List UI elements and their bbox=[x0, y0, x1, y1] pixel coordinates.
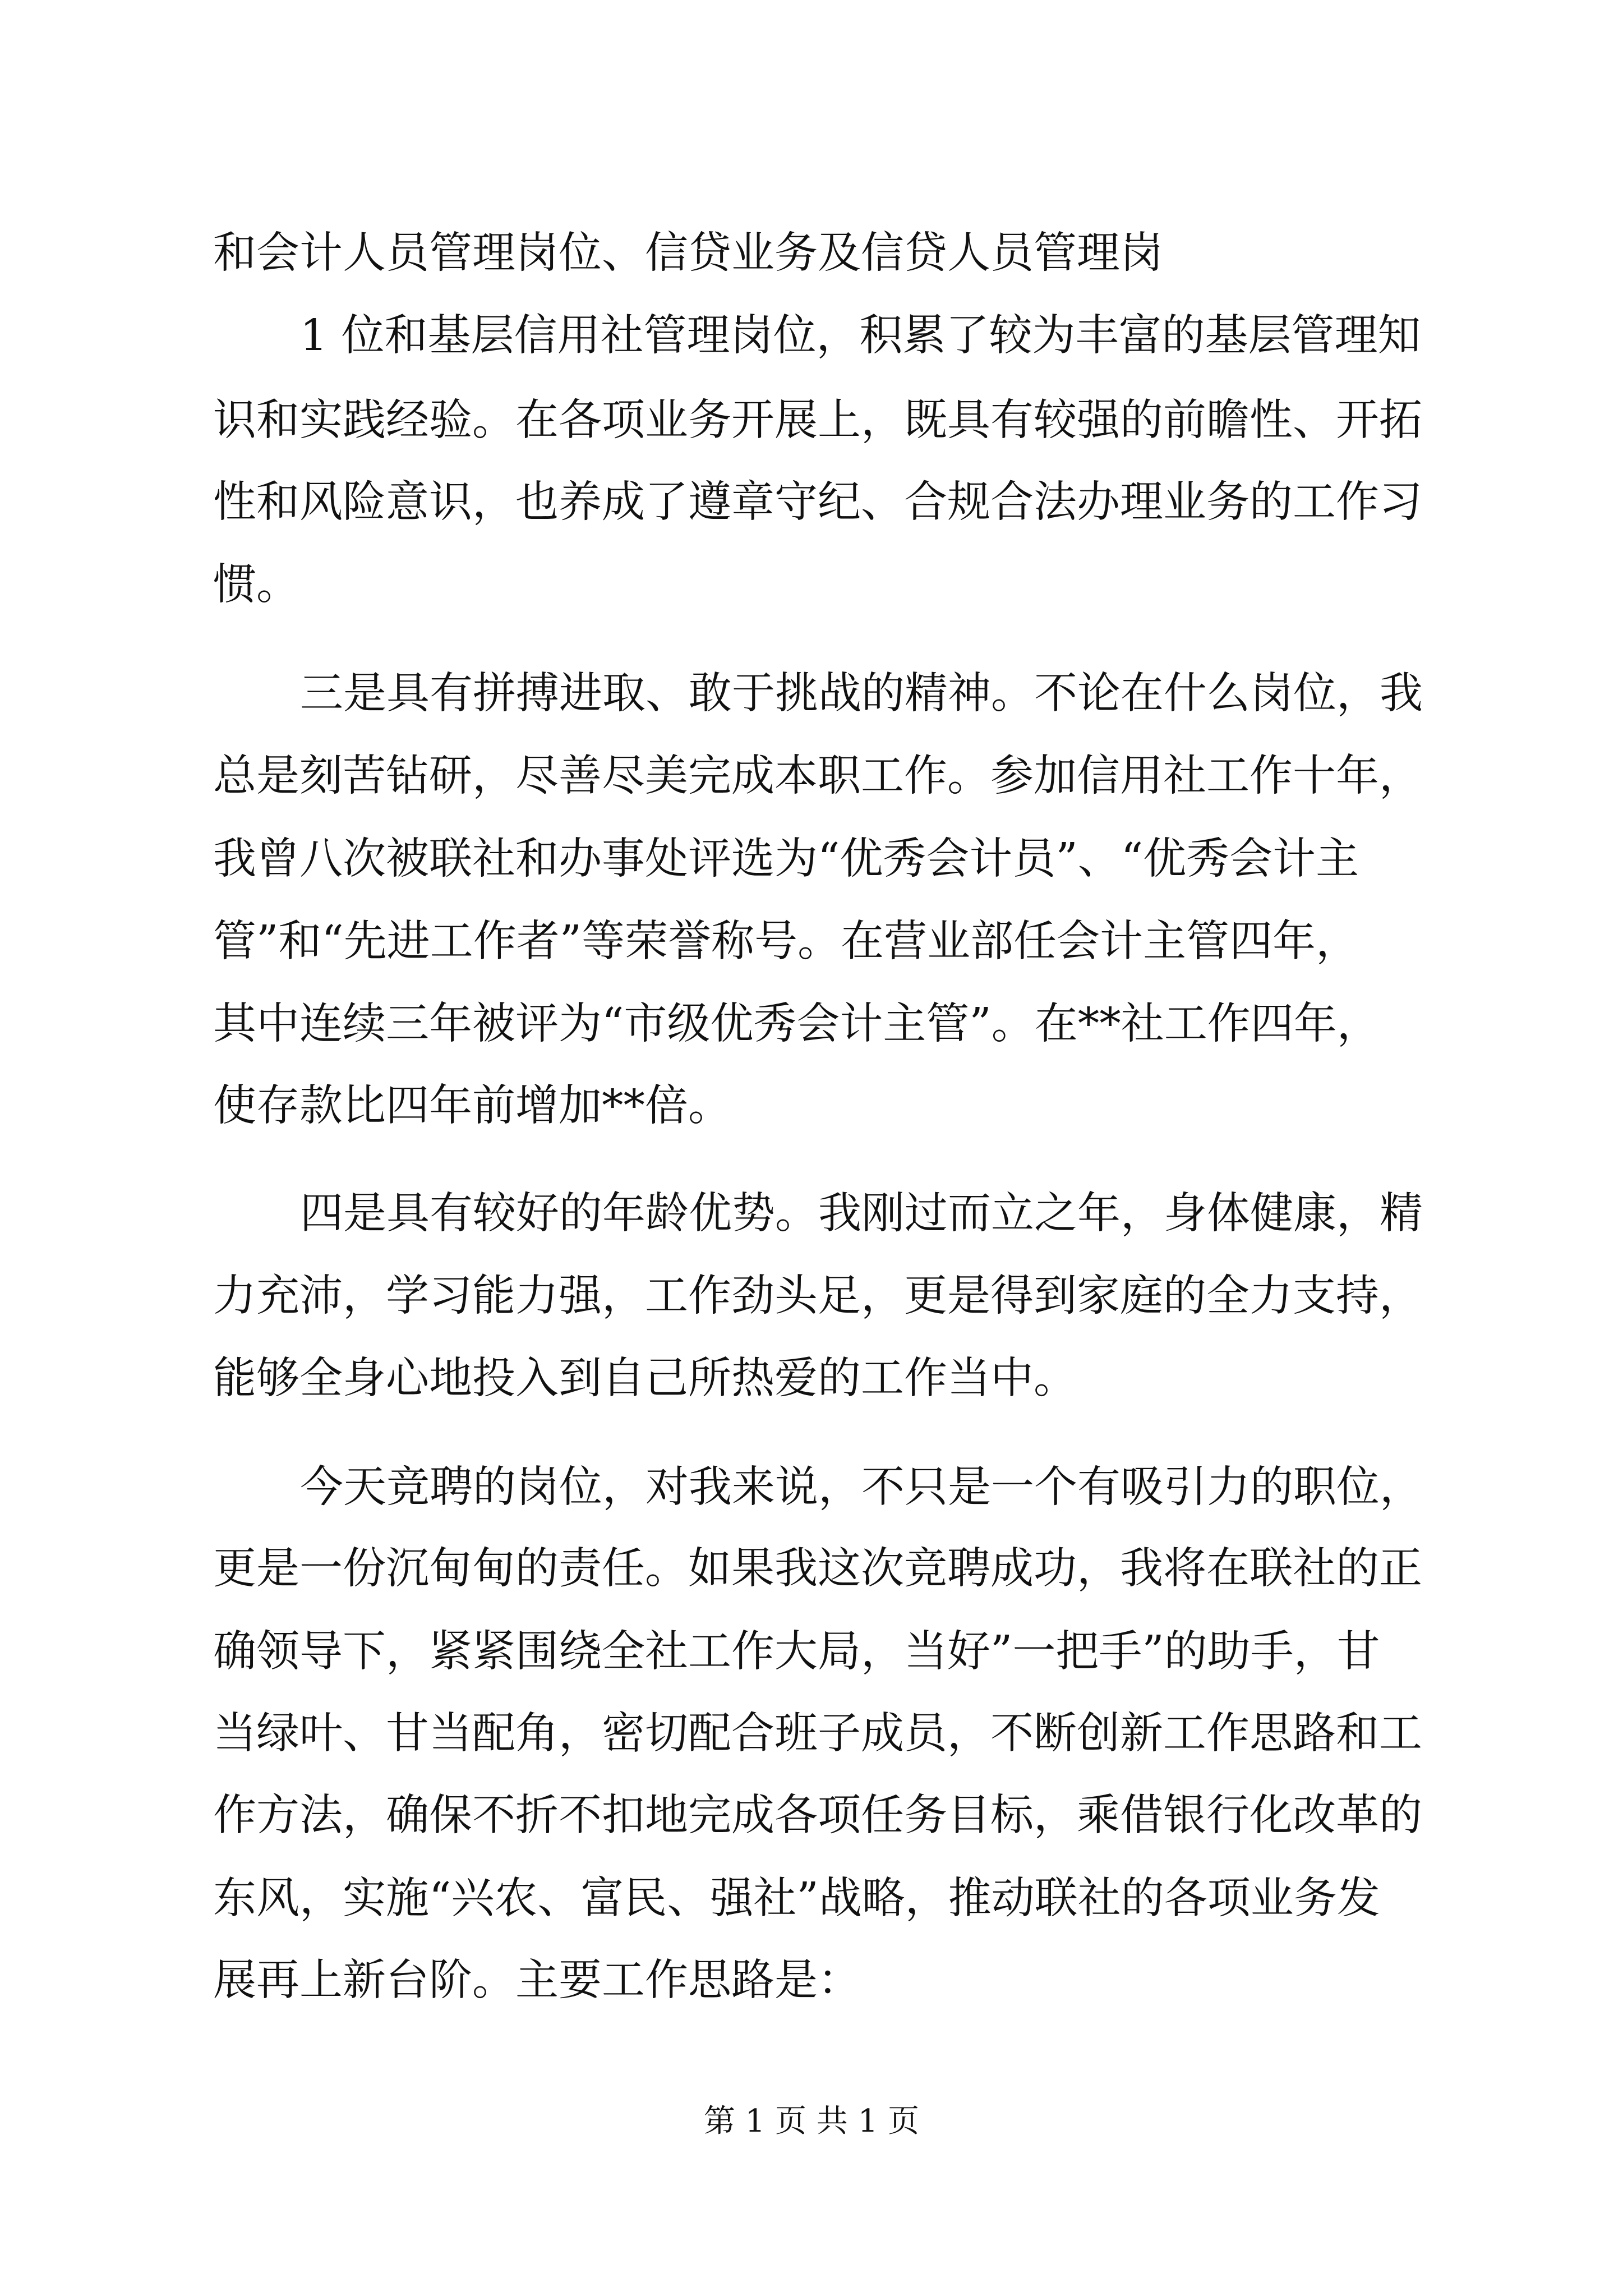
text-line: 展再上新台阶。主要工作思路是： bbox=[213, 1955, 861, 2005]
text-line: 总是刻苦钻研，尽善尽美完成本职工作。参加信用社工作十年， bbox=[213, 751, 1422, 801]
text-line: 确领导下，紧紧围绕全社工作大局，当好”一把手”的助手，甘 bbox=[213, 1627, 1380, 1677]
text-line: 力充沛，学习能力强，工作劲头足，更是得到家庭的全力支持， bbox=[213, 1271, 1422, 1321]
text-line: 作方法，确保不折不扣地完成各项任务目标，乘借银行化改革的 bbox=[213, 1791, 1422, 1841]
text-line: 我曾八次被联社和办事处评选为“优秀会计员”、“优秀会计主 bbox=[213, 834, 1359, 884]
text-line: 能够全身心地投入到自己所热爱的工作当中。 bbox=[213, 1354, 1077, 1404]
text-line: 四是具有较好的年龄优势。我刚过而立之年，身体健康，精 bbox=[300, 1189, 1423, 1239]
text-line: 东风，实施“兴农、富民、强社”战略，推动联社的各项业务发 bbox=[213, 1874, 1380, 1924]
text-line: 三是具有拼搏进取、敢于挑战的精神。不论在什么岗位，我 bbox=[300, 669, 1423, 719]
text-line: 使存款比四年前增加**倍。 bbox=[213, 1081, 731, 1131]
page-number-footer: 第 1 页 共 1 页 bbox=[703, 2103, 920, 2139]
text-line: 1 位和基层信用社管理岗位，积累了较为丰富的基层管理知 bbox=[300, 311, 1421, 361]
text-line: 当绿叶、甘当配角，密切配合班子成员，不断创新工作思路和工 bbox=[213, 1709, 1422, 1759]
text-line: 惯。 bbox=[213, 560, 299, 610]
text-line: 今天竞聘的岗位，对我来说，不只是一个有吸引力的职位， bbox=[300, 1462, 1423, 1512]
text-line: 更是一份沉甸甸的责任。如果我这次竞聘成功，我将在联社的正 bbox=[213, 1544, 1422, 1594]
text-line: 性和风险意识，也养成了遵章守纪、合规合法办理业务的工作习 bbox=[213, 477, 1422, 527]
text-line: 识和实践经验。在各项业务开展上，既具有较强的前瞻性、开拓 bbox=[213, 395, 1422, 445]
text-line: 和会计人员管理岗位、信贷业务及信贷人员管理岗 bbox=[213, 228, 1163, 278]
text-line: 其中连续三年被评为“市级优秀会计主管”。在**社工作四年， bbox=[213, 999, 1380, 1049]
text-line: 管”和“先进工作者”等荣誉称号。在营业部任会计主管四年， bbox=[213, 917, 1359, 967]
